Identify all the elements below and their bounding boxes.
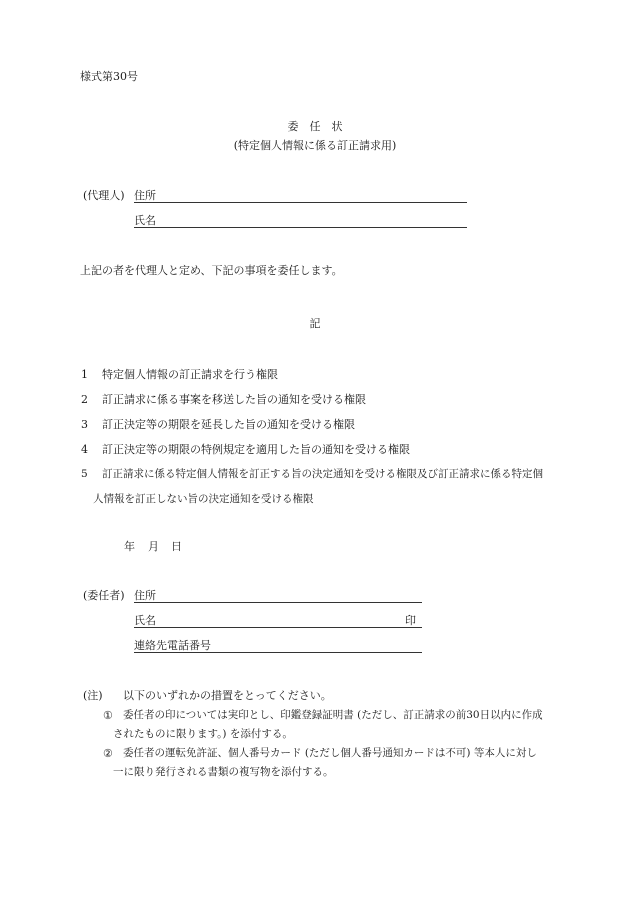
principal-phone-line[interactable] (134, 652, 422, 653)
delegation-statement: 上記の者を代理人と定め、下記の事項を委任します。 (80, 264, 343, 277)
note-1-line-2: されたものに限ります。) を添付する。 (113, 728, 293, 740)
agent-address-label: 住所 (134, 189, 156, 202)
date-month: 月 (148, 540, 159, 553)
seal-mark: 印 (405, 614, 416, 627)
ki-heading: 記 (309, 317, 321, 330)
note-2-line-2: 一に限り発行される書類の複写物を添付する。 (113, 766, 334, 778)
agent-name-line[interactable] (134, 227, 467, 228)
item-number: 1 (81, 368, 88, 381)
principal-address-line[interactable] (134, 602, 422, 603)
item-number: 3 (81, 418, 88, 431)
agent-label: (代理人) (83, 189, 125, 202)
note-2-line-1: 委任者の運転免許証、個人番号カード (ただし個人番号通知カードは不可) 等本人に対し (123, 747, 537, 759)
item-number: 2 (81, 393, 88, 406)
form-number: 様式第30号 (80, 70, 138, 83)
item-text: 訂正請求に係る事案を移送した旨の通知を受ける権限 (102, 393, 366, 406)
note-1-mark: ① (103, 709, 113, 722)
agent-address-line[interactable] (134, 202, 467, 203)
item-text: 訂正決定等の期限の特例規定を適用した旨の通知を受ける権限 (102, 443, 410, 456)
notes-intro: 以下のいずれかの措置をとってください。 (123, 689, 332, 702)
date-year: 年 (124, 540, 135, 553)
principal-address-label: 住所 (134, 589, 156, 602)
agent-name-label: 氏名 (134, 214, 156, 227)
date-day: 日 (171, 540, 182, 553)
document-subtitle: (特定個人情報に係る訂正請求用) (233, 139, 397, 152)
item-text-continued: 人情報を訂正しない旨の決定通知を受ける権限 (93, 493, 314, 505)
note-2-mark: ② (103, 747, 113, 760)
item-text: 訂正請求に係る特定個人情報を訂正する旨の決定通知を受ける権限及び訂正請求に係る特定個 (102, 468, 543, 480)
item-text: 特定個人情報の訂正請求を行う権限 (102, 368, 278, 381)
item-number: 5 (81, 468, 88, 480)
principal-label: (委任者) (83, 589, 125, 602)
notes-label: (注) (83, 689, 103, 702)
document-title: 委 任 状 (287, 120, 343, 133)
item-text: 訂正決定等の期限を延長した旨の通知を受ける権限 (102, 418, 355, 431)
principal-name-label: 氏名 (134, 614, 156, 627)
note-1-line-1: 委任者の印については実印とし、印鑑登録証明書 (ただし、訂正請求の前30日以内に作成 (123, 709, 543, 721)
principal-name-line[interactable] (134, 627, 422, 628)
item-number: 4 (81, 443, 88, 456)
principal-phone-label: 連絡先電話番号 (134, 639, 211, 652)
